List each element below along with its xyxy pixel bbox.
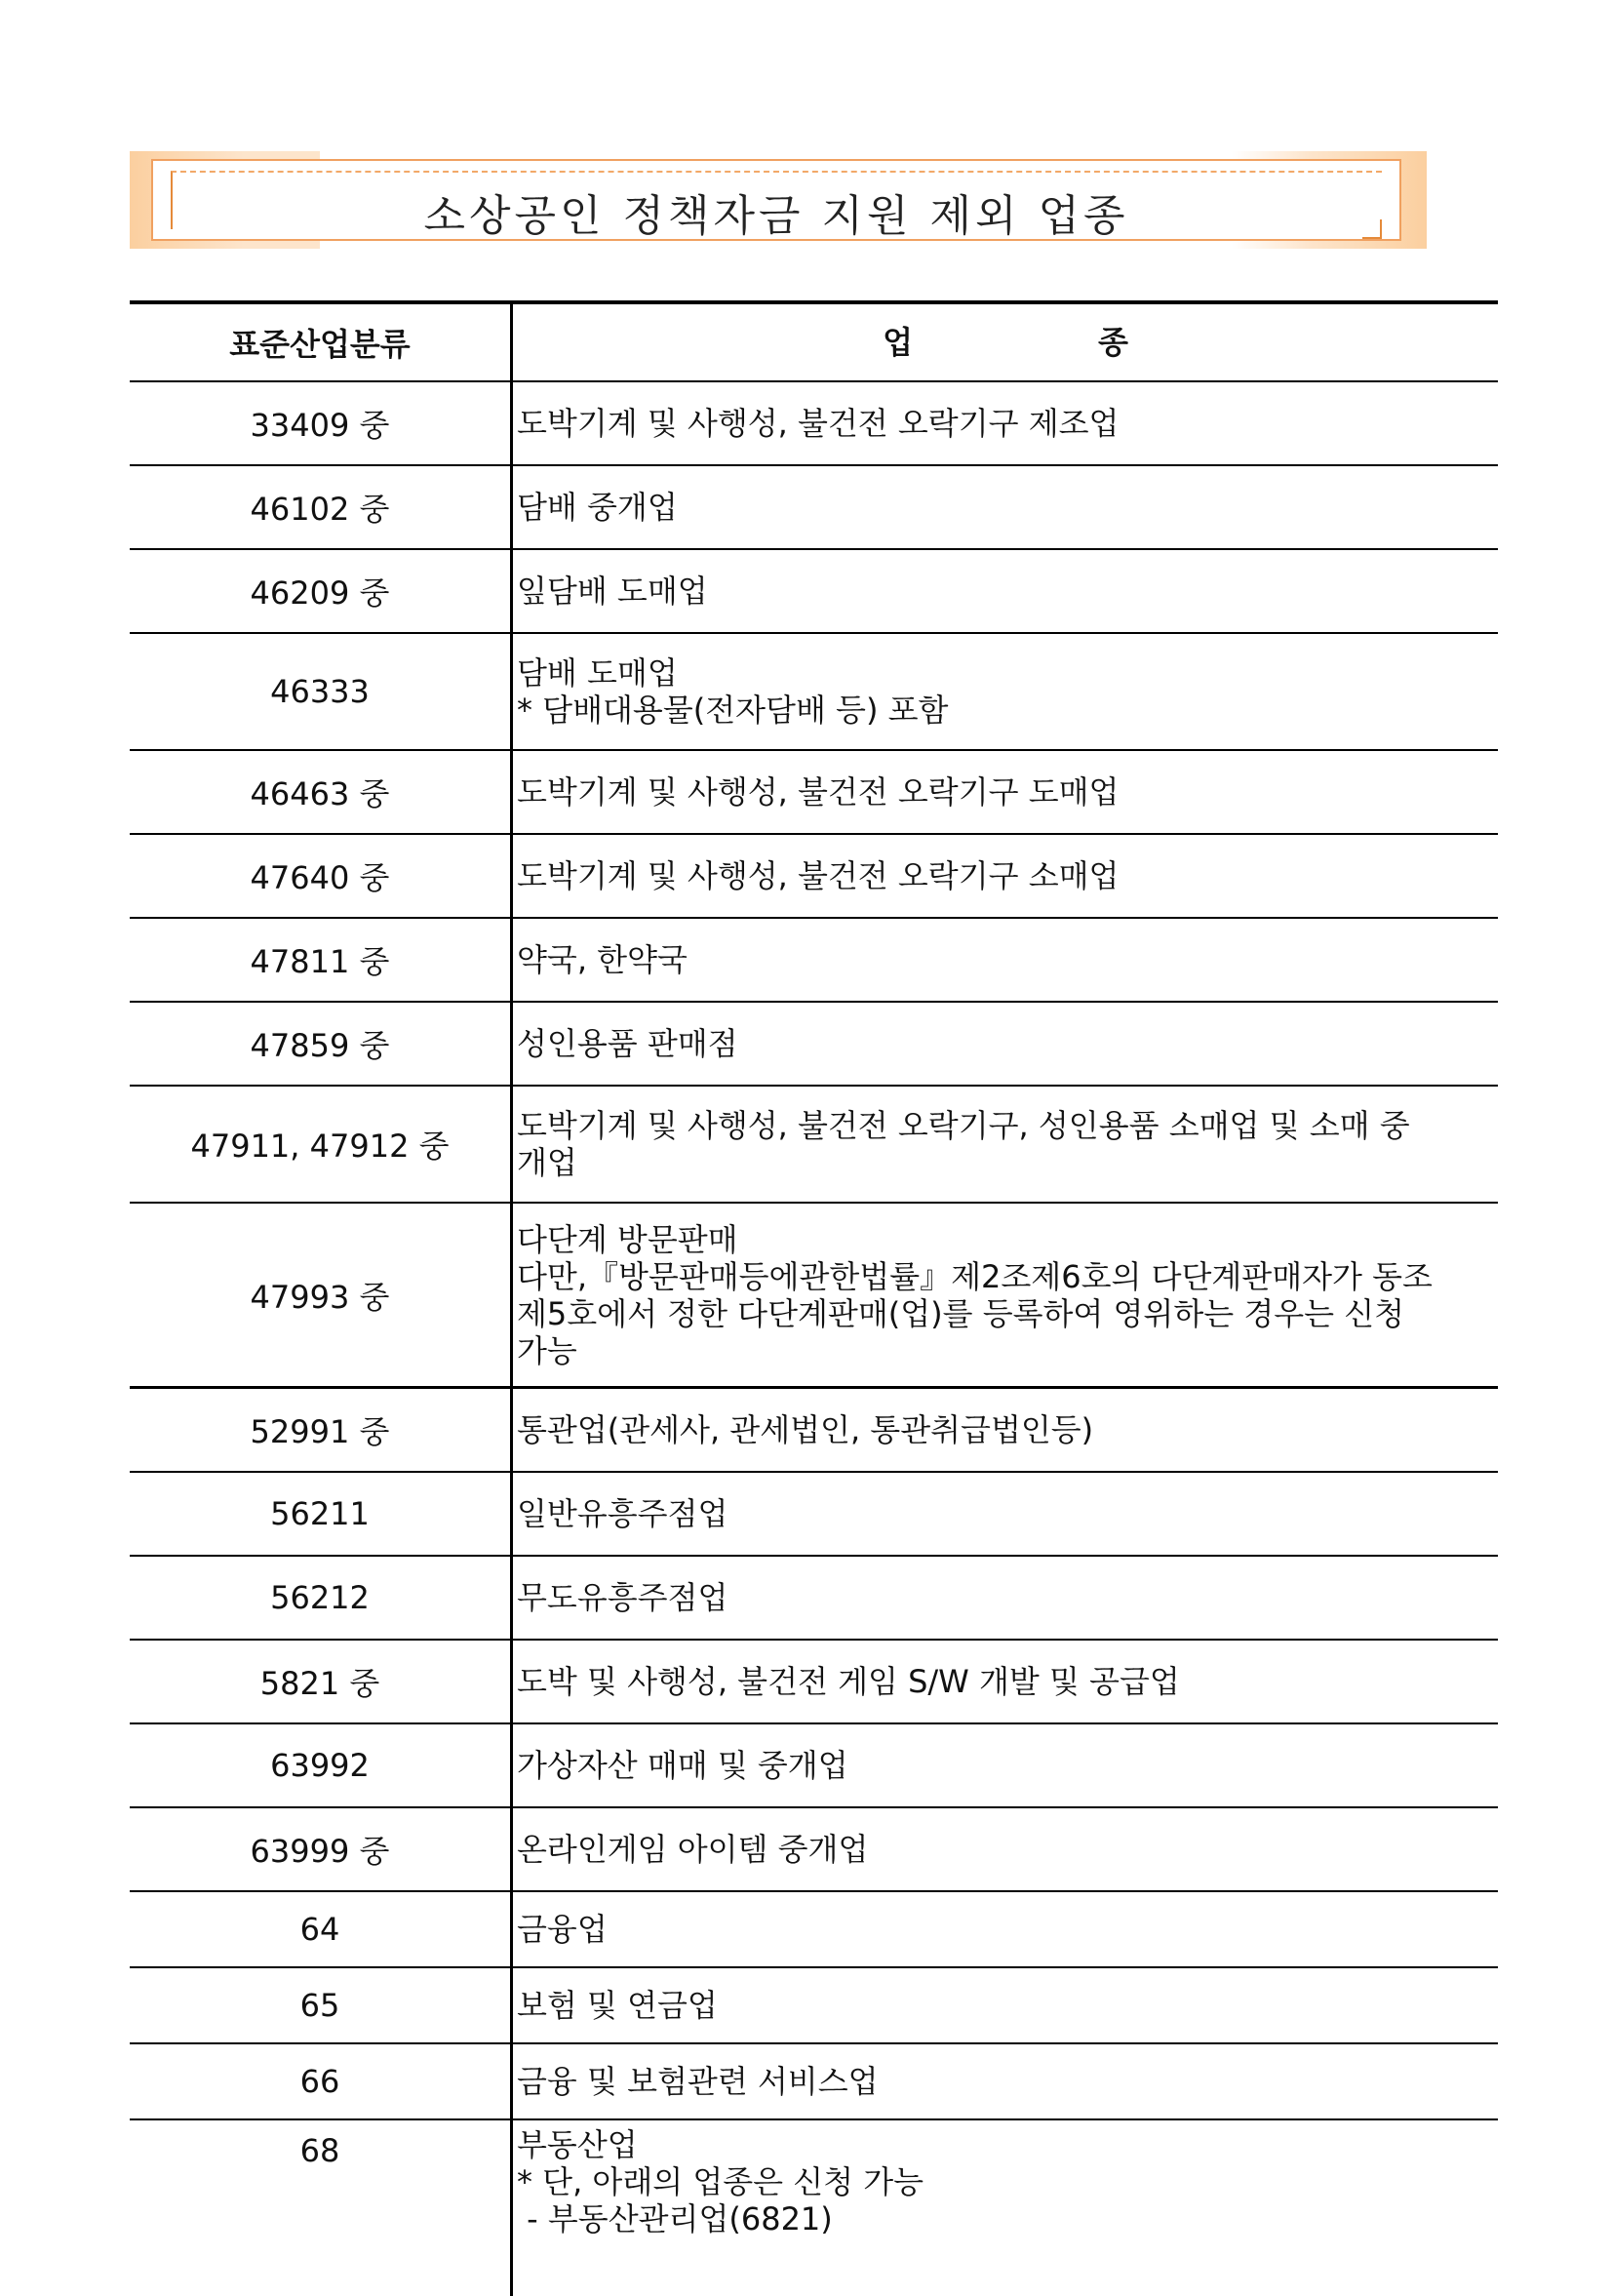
industry-name-line: 통관업(관세사, 관세법인, 통관취급법인등) xyxy=(517,1411,1094,1448)
industry-code: 46102 중 xyxy=(130,466,513,548)
industry-code: 47911, 47912 중 xyxy=(130,1087,513,1202)
industry-name-line: 도박기계 및 사행성, 불건전 오락기구 제조업 xyxy=(517,405,1120,442)
industry-name xyxy=(513,382,1498,464)
industry-code: 47811 중 xyxy=(130,919,513,1001)
industry-code: 63999 중 xyxy=(130,1808,513,1890)
industry-name xyxy=(513,1724,1498,1806)
industry-name-line: 온라인게임 아이템 중개업 xyxy=(517,1831,869,1868)
industry-name xyxy=(513,2120,1498,2296)
table-row xyxy=(130,1204,1498,1389)
industry-name xyxy=(513,1968,1498,2042)
header-name xyxy=(513,304,1498,380)
industry-code: 46463 중 xyxy=(130,751,513,833)
industry-code: 65 xyxy=(130,1968,513,2042)
industry-code: 47859 중 xyxy=(130,1003,513,1085)
industry-name-line: * 담배대용물(전자담배 등) 포함 xyxy=(517,692,949,729)
excluded-industries-table xyxy=(130,300,1498,2296)
industry-name xyxy=(513,835,1498,917)
industry-name-line: 잎담배 도매업 xyxy=(517,573,708,610)
industry-name-line: 도박기계 및 사행성, 불건전 오락기구 도매업 xyxy=(517,773,1120,811)
industry-code: 64 xyxy=(130,1892,513,1966)
industry-name-line: 개업 xyxy=(517,1144,577,1181)
industry-name xyxy=(513,2044,1498,2118)
industry-code: 47993 중 xyxy=(130,1204,513,1386)
industry-code: 56211 xyxy=(130,1473,513,1555)
table-row xyxy=(130,1003,1498,1087)
industry-name-line: 부동산업 xyxy=(517,2126,638,2163)
industry-code: 46333 xyxy=(130,634,513,749)
industry-name xyxy=(513,1204,1498,1386)
industry-name xyxy=(513,1003,1498,1085)
industry-name-line: 금융 및 보험관련 서비스업 xyxy=(517,2063,879,2100)
industry-name-line: 일반유흥주점업 xyxy=(517,1495,728,1532)
industry-name-line: 도박기계 및 사행성, 불건전 오락기구 소매업 xyxy=(517,857,1120,894)
industry-name xyxy=(513,466,1498,548)
industry-code: 52991 중 xyxy=(130,1389,513,1471)
table-row xyxy=(130,1808,1498,1892)
table-row xyxy=(130,2120,1498,2296)
industry-name-line: 담배 중개업 xyxy=(517,489,678,526)
header-name-part1: 업 xyxy=(883,324,913,361)
industry-name xyxy=(513,1473,1498,1555)
industry-code: 46209 중 xyxy=(130,550,513,632)
industry-code: 63992 xyxy=(130,1724,513,1806)
industry-name-line: 약국, 한약국 xyxy=(517,941,688,978)
table-row xyxy=(130,634,1498,751)
industry-name xyxy=(513,919,1498,1001)
table-header xyxy=(130,300,1498,382)
table-row xyxy=(130,1968,1498,2044)
industry-name xyxy=(513,1892,1498,1966)
table-row xyxy=(130,2044,1498,2120)
industry-name xyxy=(513,1808,1498,1890)
industry-name-line: 가상자산 매매 및 중개업 xyxy=(517,1747,848,1784)
industry-code: 66 xyxy=(130,2044,513,2118)
industry-name-line: 무도유흥주점업 xyxy=(517,1579,728,1616)
table-row xyxy=(130,1389,1498,1473)
industry-code: 56212 xyxy=(130,1557,513,1639)
table-row xyxy=(130,466,1498,550)
table-row xyxy=(130,550,1498,634)
industry-name-line: 담배 도매업 xyxy=(517,654,678,692)
industry-name-line: 성인용품 판매점 xyxy=(517,1025,738,1062)
industry-name-line: - 부동산관리업(6821) xyxy=(517,2200,833,2237)
industry-name-line: 보험 및 연금업 xyxy=(517,1987,718,2024)
industry-name xyxy=(513,751,1498,833)
industry-code: 68 xyxy=(130,2120,513,2296)
title-box xyxy=(151,159,1401,241)
industry-name xyxy=(513,1087,1498,1202)
table-row xyxy=(130,382,1498,466)
industry-name-line: 금융업 xyxy=(517,1911,608,1948)
page-title: 소상공인 정책자금 지원 제외 업종 xyxy=(423,191,1129,241)
industry-name xyxy=(513,634,1498,749)
table-body xyxy=(130,382,1498,2296)
table-row xyxy=(130,1641,1498,1724)
industry-code: 33409 중 xyxy=(130,382,513,464)
table-row xyxy=(130,1087,1498,1204)
title-banner xyxy=(130,151,1427,249)
table-row xyxy=(130,835,1498,919)
industry-name-line: 도박 및 사행성, 불건전 게임 S/W 개발 및 공급업 xyxy=(517,1663,1180,1700)
industry-name-line: 가능 xyxy=(517,1331,577,1369)
table-row xyxy=(130,1724,1498,1808)
table-row xyxy=(130,1473,1498,1557)
industry-name-line: 다단계 방문판매 xyxy=(517,1220,738,1258)
industry-name xyxy=(513,550,1498,632)
industry-name-line: 도박기계 및 사행성, 불건전 오락기구, 성인용품 소매업 및 소매 중 xyxy=(517,1107,1410,1144)
header-code: 표준산업분류 xyxy=(130,304,513,380)
header-name-part2: 종 xyxy=(1098,324,1128,361)
table-row xyxy=(130,1892,1498,1968)
industry-name xyxy=(513,1557,1498,1639)
industry-name-line: 제5호에서 정한 다단계판매(업)를 등록하여 영위하는 경우는 신청 xyxy=(517,1294,1405,1332)
industry-name xyxy=(513,1389,1498,1471)
table-row xyxy=(130,751,1498,835)
industry-name-line: * 단, 아래의 업종은 신청 가능 xyxy=(517,2163,924,2200)
industry-name xyxy=(513,1641,1498,1722)
table-row xyxy=(130,919,1498,1003)
table-row xyxy=(130,1557,1498,1641)
industry-code: 47640 중 xyxy=(130,835,513,917)
industry-code: 5821 중 xyxy=(130,1641,513,1722)
industry-name-line: 다만,『방문판매등에관한법률』제2조제6호의 다단계판매자가 동조 xyxy=(517,1257,1433,1295)
